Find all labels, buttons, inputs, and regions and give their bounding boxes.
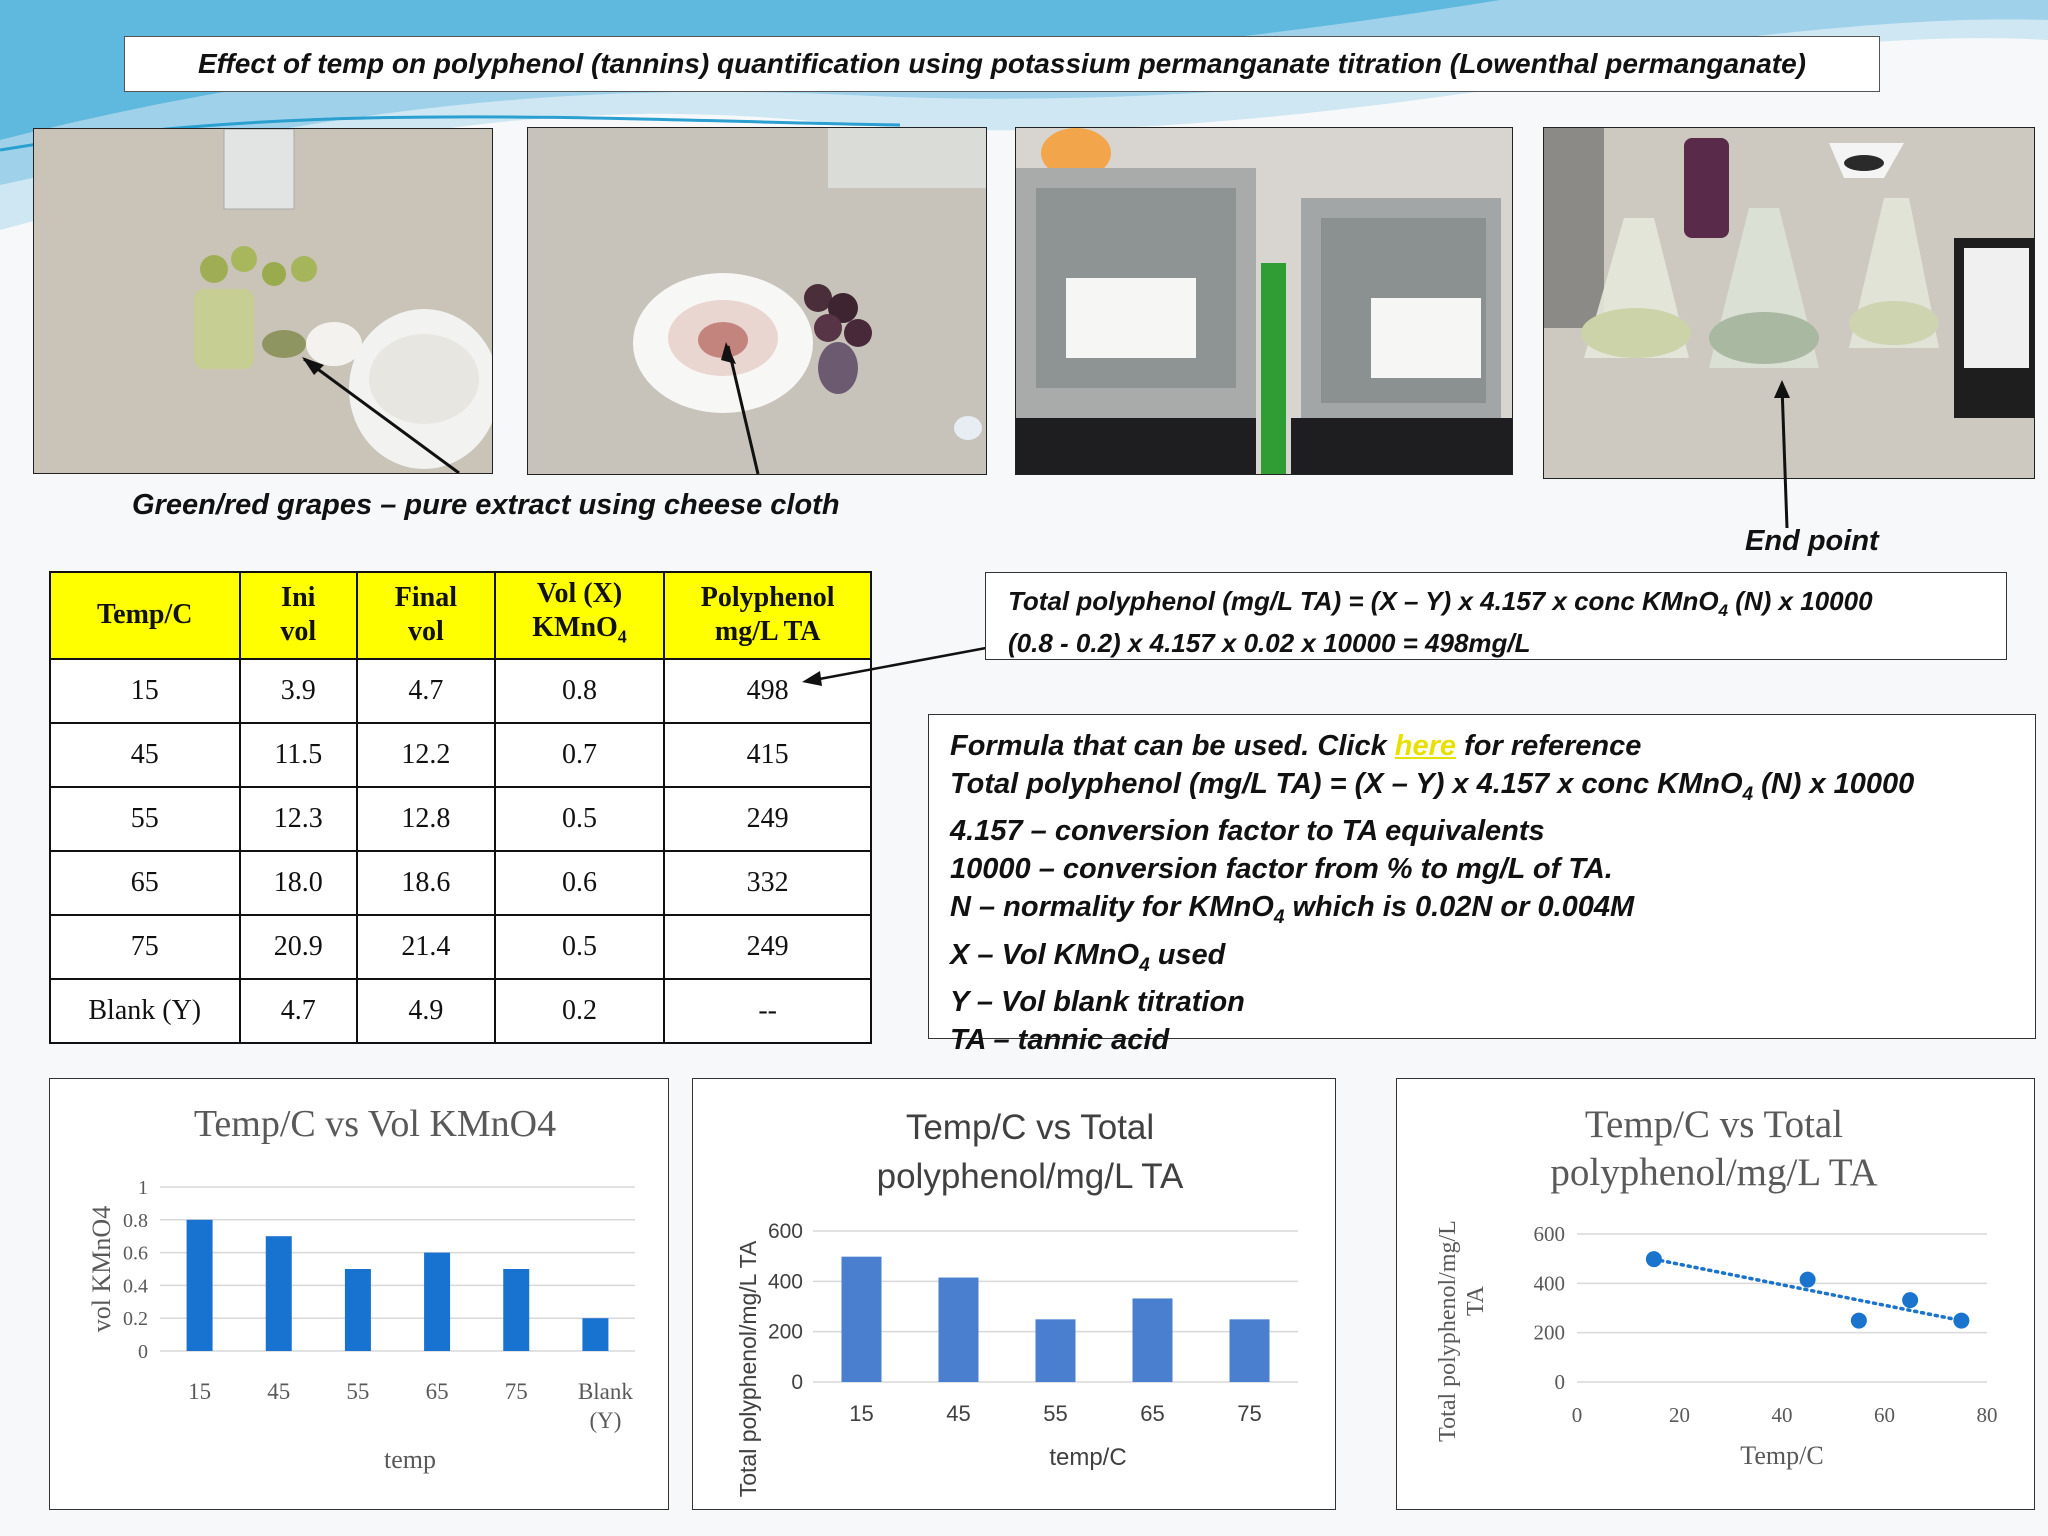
- formula-line-8: TA – tannic acid: [950, 1023, 1170, 1056]
- table-cell: 0.2: [495, 979, 665, 1043]
- table-cell: 249: [664, 787, 871, 851]
- bar: [424, 1253, 450, 1351]
- calculation-box: [985, 572, 2007, 660]
- bar: [1230, 1319, 1270, 1382]
- header-poly-label-2: mg/L TA: [714, 616, 821, 648]
- header-poly-label: Polyphenol: [700, 582, 835, 614]
- header-final-label-2: vol: [408, 616, 444, 648]
- y-axis-label: Total polyphenol/mg/L: [1435, 1220, 1461, 1442]
- calc-line-1: [1008, 585, 2006, 627]
- x-tick-label: 55: [346, 1379, 370, 1404]
- table-cell: 55: [50, 787, 240, 851]
- scatter-point: [1646, 1251, 1662, 1267]
- calc-line-1b: (N) x 10000: [1728, 586, 1873, 616]
- header-volx-sub: 4: [617, 626, 627, 647]
- x-axis-label: Temp/C: [1740, 1441, 1824, 1470]
- formula-l6-sub: 4: [1139, 954, 1150, 976]
- mortar-extract-photo: [527, 127, 987, 475]
- end-point-caption: End point: [1745, 525, 1879, 557]
- table-row: [50, 851, 871, 915]
- header-volx-label-2: KMnO: [532, 612, 618, 643]
- formula-line-6: [950, 937, 2035, 985]
- formula-line-7: Y – Vol blank titration: [950, 986, 1245, 1019]
- formula-box: [928, 714, 2036, 1056]
- reference-link[interactable]: here: [1394, 730, 1457, 762]
- table-cell: 4.7: [240, 979, 358, 1043]
- table-cell: 415: [664, 723, 871, 787]
- bar: [1036, 1319, 1076, 1382]
- scatter-point: [1953, 1313, 1969, 1329]
- x-tick-label: 75: [1237, 1401, 1262, 1426]
- calc-line-1-sub: 4: [1718, 601, 1729, 621]
- table-cell: Blank (Y): [50, 979, 240, 1043]
- table-cell: 20.9: [240, 915, 358, 979]
- y-tick-label: 200: [767, 1320, 803, 1344]
- chart-polyphenol-bar-svg: [693, 1079, 1335, 1509]
- x-tick-label: (Y): [589, 1408, 622, 1433]
- table-cell: 249: [664, 915, 871, 979]
- formula-l5-a: N – normality for KMnO: [950, 890, 1274, 923]
- x-tick-label: 60: [1874, 1403, 1895, 1427]
- formula-intro-b: for reference: [1456, 730, 1642, 762]
- table-cell: 0.5: [495, 787, 665, 851]
- y-tick-label: 0.4: [123, 1275, 148, 1298]
- formula-line-2: [950, 766, 2035, 814]
- header-ini-vol: [240, 572, 358, 659]
- chart-polyphenol-bar: [692, 1078, 1336, 1510]
- x-tick-label: 55: [1043, 1401, 1068, 1426]
- bar: [266, 1236, 292, 1351]
- formula-l2-sub: 4: [1742, 783, 1754, 805]
- x-axis-label: temp/C: [1049, 1444, 1127, 1471]
- table-cell: 65: [50, 851, 240, 915]
- table-cell: 18.6: [357, 851, 495, 915]
- header-ini-label: Ini: [281, 582, 316, 614]
- end-point-arrow: [1770, 380, 1800, 530]
- chart-vol-kmno4-svg: [50, 1079, 668, 1509]
- formula-intro-a: Formula that can be used. Click: [950, 730, 1395, 762]
- table-row: [50, 723, 871, 787]
- chart-title: polyphenol/mg/L TA: [1550, 1151, 1878, 1194]
- table-cell: 4.7: [357, 659, 495, 723]
- header-ini-label-2: vol: [280, 616, 317, 648]
- y-tick-label: 600: [1533, 1222, 1565, 1246]
- y-tick-label: 400: [1533, 1271, 1565, 1296]
- y-tick-label: 0: [791, 1371, 803, 1394]
- chart-vol-kmno4: [49, 1078, 669, 1510]
- y-tick-label: 200: [1533, 1320, 1565, 1345]
- y-tick-label: 0.8: [123, 1209, 148, 1232]
- header-final-label: Final: [394, 582, 458, 614]
- formula-line-3: 4.157 – conversion factor to TA equivalents: [950, 815, 1545, 848]
- table-cell: 21.4: [357, 915, 495, 979]
- calc-line-1a: Total polyphenol (mg/L TA) = (X – Y) x 4.157 x conc KMnO: [1008, 586, 1719, 616]
- bar: [187, 1220, 213, 1351]
- bar: [1133, 1298, 1173, 1382]
- header-temp: [50, 572, 240, 659]
- scatter-point: [1800, 1272, 1816, 1288]
- x-tick-label: 15: [188, 1379, 212, 1404]
- formula-l6-b: used: [1149, 938, 1226, 971]
- x-tick-label: 20: [1669, 1403, 1690, 1427]
- table-cell: 45: [50, 723, 240, 787]
- table-cell: --: [664, 979, 871, 1043]
- y-tick-label: 400: [767, 1270, 803, 1294]
- bar: [939, 1278, 979, 1382]
- chart-polyphenol-scatter: [1396, 1078, 2035, 1510]
- table-cell: 12.2: [357, 723, 495, 787]
- header-final-vol: [357, 572, 495, 659]
- table-cell: 0.6: [495, 851, 665, 915]
- x-tick-label: Blank: [577, 1379, 633, 1404]
- calc-line-2: (0.8 - 0.2) x 4.157 x 0.02 x 10000 = 498mg/L: [1008, 628, 1531, 659]
- table-cell: 12.8: [357, 787, 495, 851]
- y-tick-label: 0.6: [123, 1242, 148, 1265]
- header-temp-label: Temp/C: [97, 599, 193, 631]
- formula-l2-b: (N) x 10000: [1753, 767, 1915, 800]
- calc-arrow: [800, 640, 990, 690]
- table-cell: 0.8: [495, 659, 665, 723]
- chart-title: Temp/C vs Total: [905, 1108, 1155, 1147]
- titration-data-table: [49, 571, 872, 1044]
- scatter-point: [1902, 1292, 1918, 1308]
- formula-line-5: [950, 889, 2035, 937]
- table-cell: 15: [50, 659, 240, 723]
- bar: [582, 1318, 608, 1351]
- x-tick-label: 0: [1571, 1403, 1583, 1427]
- table-cell: 18.0: [240, 851, 358, 915]
- formula-line-4: 10000 – conversion factor from % to mg/L of TA.: [950, 853, 1613, 886]
- x-tick-label: 45: [267, 1379, 291, 1404]
- y-tick-label: 0.2: [123, 1308, 148, 1331]
- x-tick-label: 65: [425, 1379, 449, 1404]
- table-row: [50, 915, 871, 979]
- y-tick-label: 600: [767, 1220, 803, 1243]
- bar: [842, 1257, 882, 1382]
- table-cell: 11.5: [240, 723, 358, 787]
- x-tick-label: 80: [1976, 1403, 1998, 1427]
- table-header-row: [50, 572, 871, 659]
- table-row: [50, 659, 871, 723]
- table-cell: 3.9: [240, 659, 358, 723]
- water-bath-photo: [1015, 127, 1513, 475]
- header-vol-x: [495, 572, 665, 659]
- x-axis-label: temp: [384, 1445, 436, 1474]
- trendline: [1654, 1259, 1962, 1320]
- chart-title: polyphenol/mg/L TA: [876, 1157, 1184, 1196]
- table-cell: 0.5: [495, 915, 665, 979]
- table-cell: 332: [664, 851, 871, 915]
- table-row: [50, 979, 871, 1043]
- grapes-beaker-photo: [33, 128, 493, 474]
- formula-l2-a: Total polyphenol (mg/L TA) = (X – Y) x 4.157 x conc KMnO: [950, 767, 1743, 800]
- table-cell: 4.9: [357, 979, 495, 1043]
- bar: [503, 1269, 529, 1351]
- table-cell: 12.3: [240, 787, 358, 851]
- y-axis-label: vol KMnO4: [87, 1205, 116, 1333]
- y-tick-label: 0: [138, 1341, 148, 1363]
- y-axis-label: TA: [1463, 1285, 1489, 1317]
- scatter-point: [1851, 1313, 1867, 1329]
- page-title: Effect of temp on polyphenol (tannins) quantification using potassium permanganate titration (Lowenthal permanganate): [124, 36, 1880, 92]
- x-tick-label: 75: [504, 1379, 528, 1404]
- x-tick-label: 40: [1771, 1403, 1793, 1427]
- x-tick-label: 45: [946, 1401, 971, 1426]
- chart-polyphenol-scatter-svg: [1397, 1079, 2034, 1509]
- formula-l5-sub: 4: [1273, 906, 1285, 928]
- table-row: [50, 787, 871, 851]
- formula-l6-a: X – Vol KMnO: [950, 938, 1140, 971]
- chart-title: Temp/C vs Vol KMnO4: [193, 1103, 557, 1145]
- table-cell: 75: [50, 915, 240, 979]
- x-tick-label: 15: [849, 1401, 874, 1426]
- y-axis-label: Total polyphenol/mg/L TA: [735, 1240, 761, 1498]
- bar: [345, 1269, 371, 1351]
- table-cell: 0.7: [495, 723, 665, 787]
- header-volx-label: Vol (X): [536, 578, 623, 609]
- formula-intro: [950, 728, 2035, 766]
- y-tick-label: 0: [1554, 1370, 1565, 1394]
- formula-l5-b: which is 0.02N or 0.004M: [1284, 890, 1635, 923]
- chart-title: Temp/C vs Total: [1584, 1103, 1844, 1146]
- x-tick-label: 65: [1140, 1401, 1165, 1426]
- table-cell: 498: [664, 659, 871, 723]
- y-tick-label: 1: [138, 1177, 148, 1199]
- grapes-caption: Green/red grapes – pure extract using cheese cloth: [132, 489, 840, 521]
